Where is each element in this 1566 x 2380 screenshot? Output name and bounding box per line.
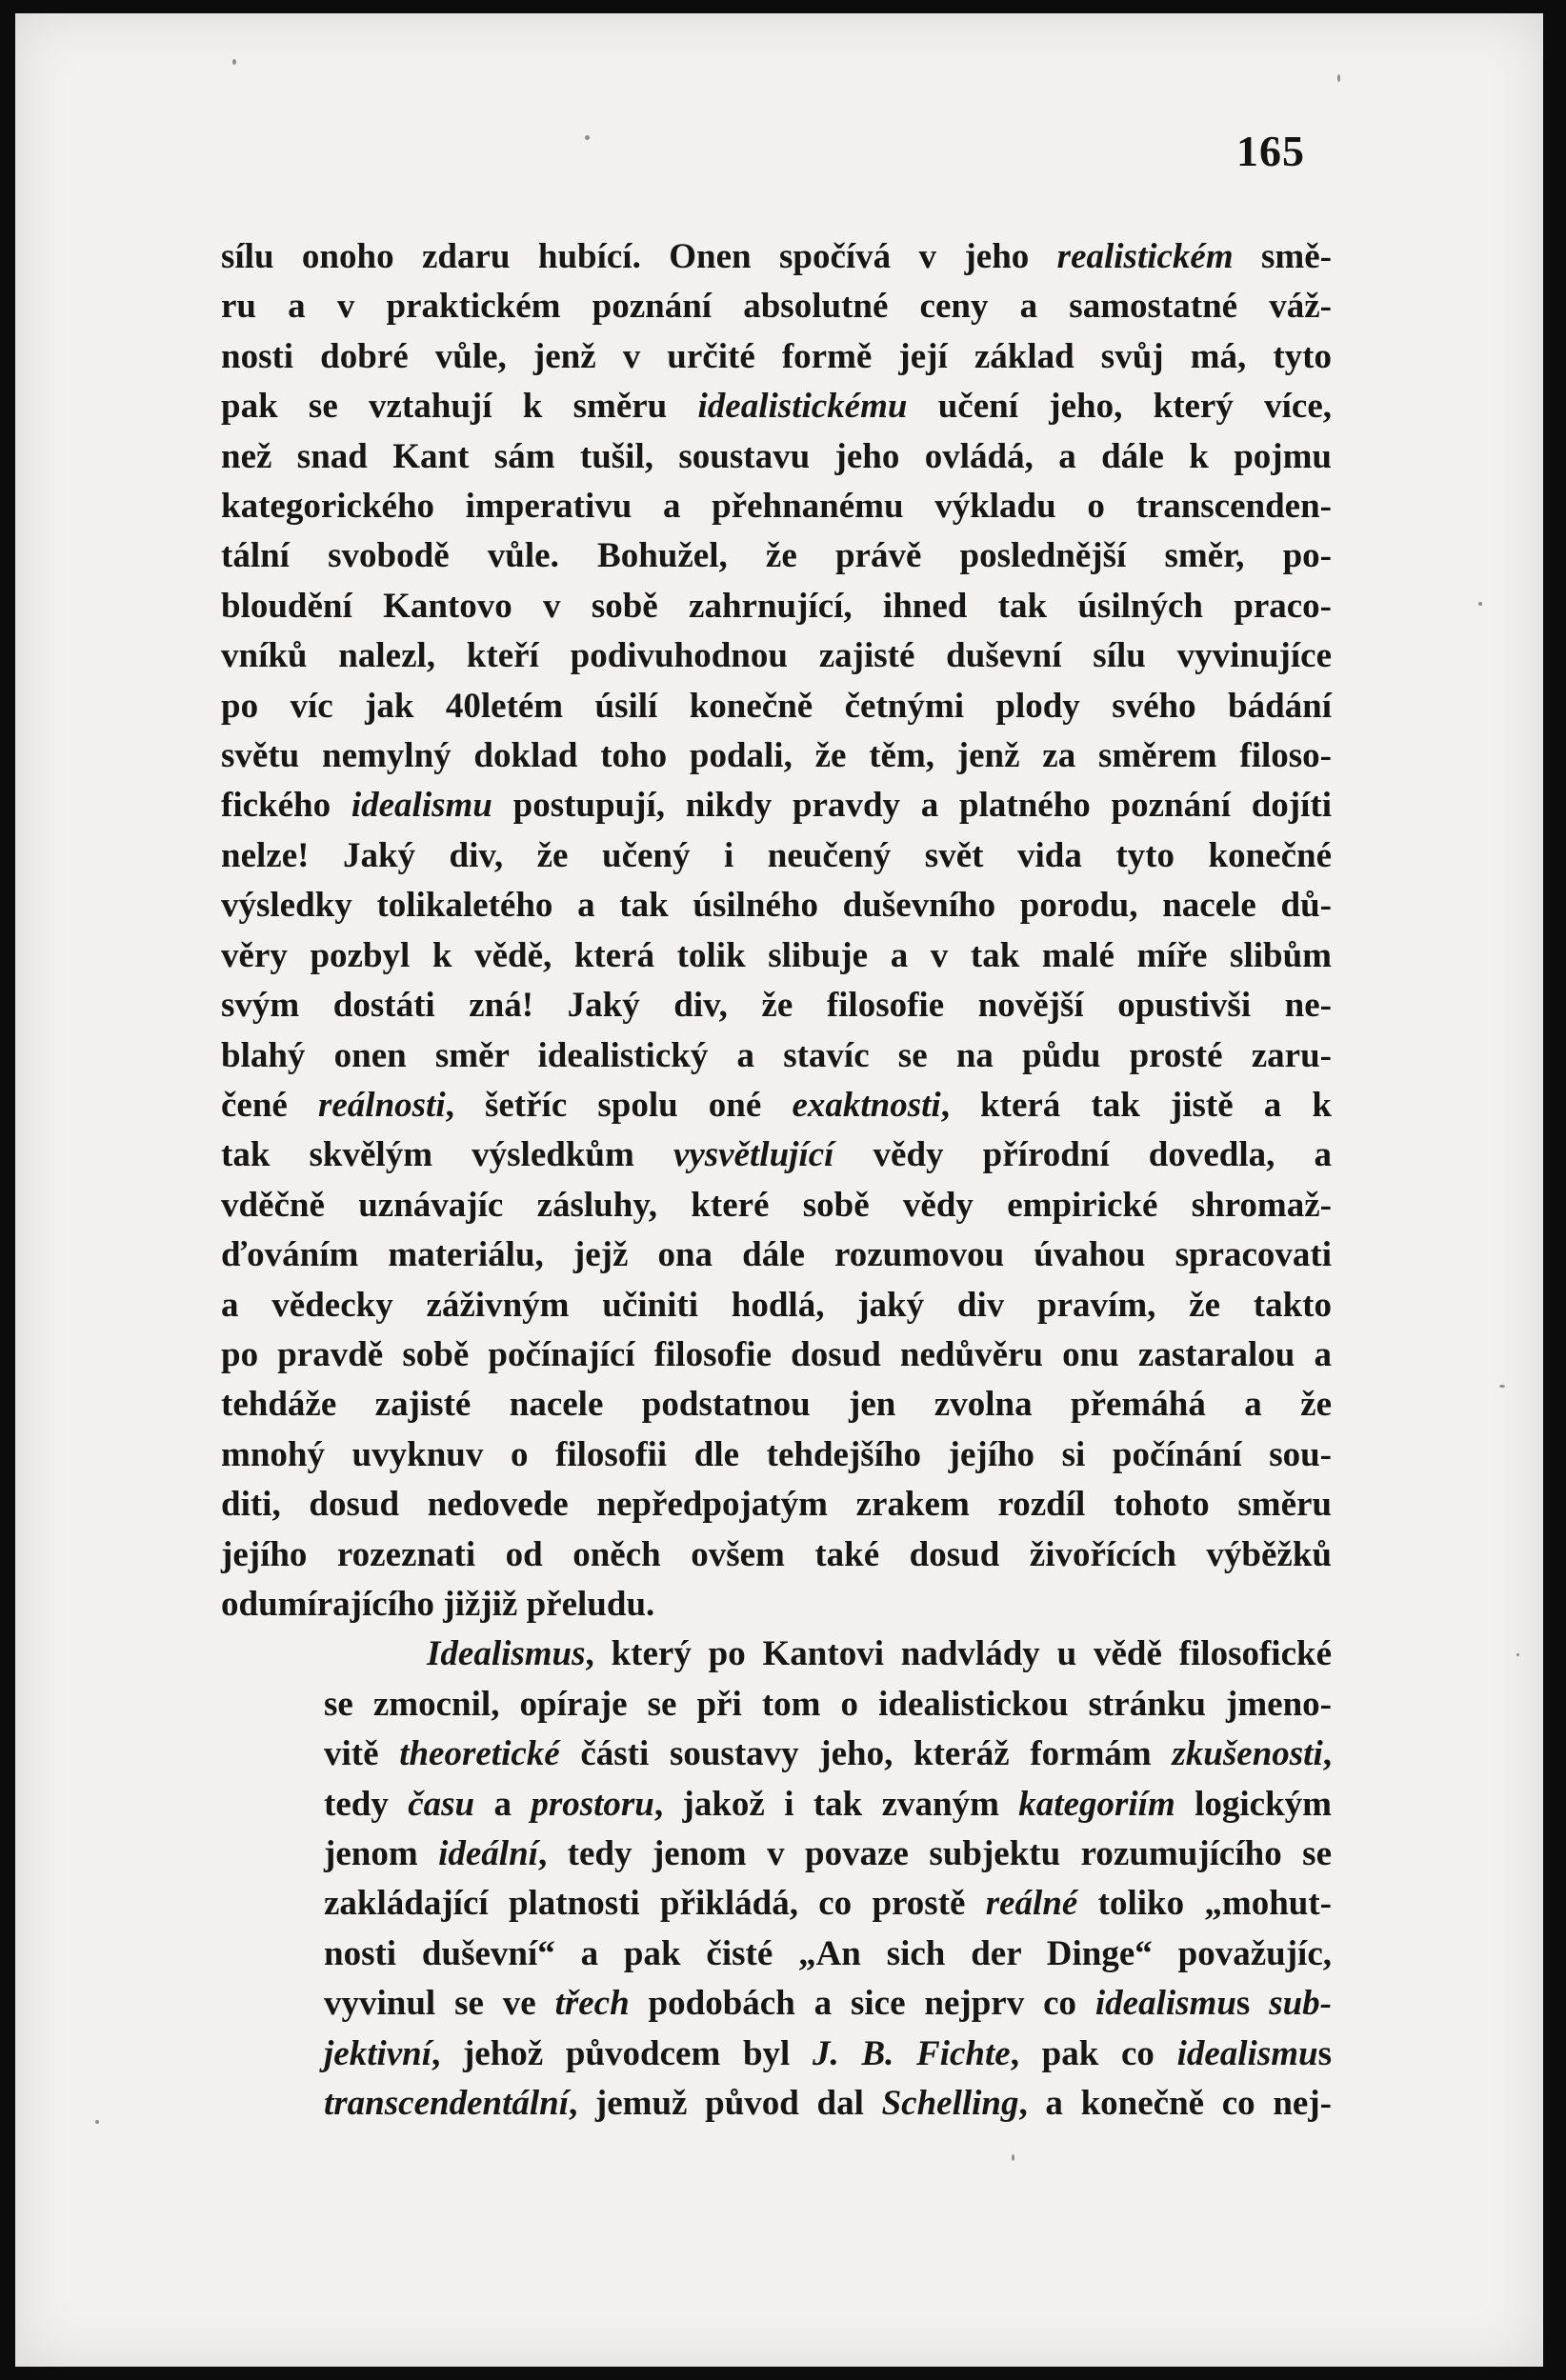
text-line: svým dostáti zná! Jaký div, že filosofie novější opustivši ne- [221,986,1332,1026]
text-line: Idealismus, který po Kantovi nadvlády u vědě filosofické [427,1634,1332,1674]
text-line: věry pozbyl k vědě, která tolik slibuje a v tak malé míře slibům [221,935,1332,975]
italic-term: času [408,1784,475,1824]
text-line: jektivní, jehož původcem byl J. B. Fichte, pak co idealismus [324,2033,1333,2073]
italic-term: sub- [1269,1984,1332,2024]
italic-term: reálné [985,1884,1078,1924]
italic-term: ideální [438,1834,538,1873]
italic-term: Schelling [881,2084,1019,2124]
paragraph [221,232,1332,1630]
italic-term: idealismu [351,786,492,826]
text-line: vitě theoretické části soustavy jeho, kteráž formám zkušenosti, [324,1734,1332,1774]
text-line: a vědecky záživným učiniti hodlá, jaký div pravím, že takto [221,1285,1332,1325]
text-line: jejího rozeznati od oněch ovšem také dosud živořících výběžků [221,1534,1332,1574]
text-line: nosti duševní“ a pak čisté „An sich der Dinge“ považujíc, [324,1933,1332,1973]
text-line: po pravdě sobě počínající filosofie dosud nedůvěru onu zastaralou a [221,1334,1332,1374]
text-line: nosti dobré vůle, jenž v určité formě její základ svůj má, tyto [221,336,1332,376]
italic-term: idealismu [1176,2033,1318,2073]
text-line: výsledky tolikaletého a tak úsilného duševního porodu, nacele dů- [221,886,1332,926]
text-line: tedy času a prostoru, jakož i tak zvaným kategoriím logickým [324,1784,1332,1824]
italic-term: reálnosti [317,1085,446,1125]
book-page [15,13,1543,2367]
text-line: blahý onen směr idealistický a stavíc se na půdu prosté zaru- [221,1035,1332,1075]
scan-speck [232,59,236,65]
text-line: mnohý uvyknuv o filosofii dle tehdejšího jejího si počínání sou- [221,1434,1332,1474]
scan-speck [95,2120,99,2124]
text-line: po víc jak 40letém úsilí konečně četnými plody svého bádání [221,686,1332,726]
italic-term: theoretické [399,1734,560,1774]
italic-term: zkušenosti [1172,1734,1323,1774]
body-text [221,232,1332,2129]
text-line: ru a v praktickém poznání absolutné ceny a samostatné váž- [221,287,1332,327]
italic-term: realistickém [1056,237,1234,276]
italic-term: prostoru [531,1784,654,1824]
text-line: tální svobodě vůle. Bohužel, že právě poslednější směr, po- [221,536,1332,576]
text-line: transcendentální, jemuž původ dal Schelling, a konečně co nej- [324,2084,1332,2124]
text-line: vníků nalezl, kteří podivuhodnou zajisté duševní sílu vyvinujíce [221,636,1332,676]
text-line: vděčně uznávajíc zásluhy, které sobě vědy empirické shromaž- [221,1185,1332,1225]
text-line: nelze! Jaký div, že učený i neučený svět vida tyto konečné [221,835,1332,875]
paragraph [221,1630,1332,2129]
text-line: čené reálnosti, šetříc spolu oné exaktnosti, která tak jistě a k [221,1085,1332,1125]
text-line: než snad Kant sám tušil, soustavu jeho ovládá, a dále k pojmu [221,436,1332,476]
italic-term: kategoriím [1018,1784,1175,1824]
scan-speck [1516,1653,1519,1656]
text-line: se zmocnil, opíraje se při tom o idealistickou stránku jmeno- [324,1684,1332,1724]
text-line: jenom ideální, tedy jenom v povaze subjektu rozumujícího se [324,1834,1332,1873]
scan-speck [1337,74,1340,82]
text-line: zakládající platnosti přikládá, co prostě reálné toliko „mohut- [324,1884,1333,1924]
italic-term: idealistickému [697,387,908,427]
italic-term: jektivní [324,2033,432,2073]
italic-term: Idealismus [427,1634,586,1674]
scan-speck [1012,2154,1014,2161]
scan-speck [1478,602,1482,606]
text-line: odumírajícího jižjiž přeludu. [221,1584,655,1624]
text-line: světu nemylný doklad toho podali, že těm, jenž za směrem filoso- [221,736,1332,776]
scan-speck [585,135,590,140]
italic-term: idealismu [1094,1984,1236,2024]
text-line: sílu onoho zdaru hubící. Onen spočívá v jeho realistickém smě- [221,237,1332,276]
text-line: fického idealismu postupují, nikdy pravdy a platného poznání dojíti [221,786,1332,826]
italic-term: vysvětlující [673,1135,834,1175]
text-line: tak skvělým výsledkům vysvětlující vědy přírodní dovedla, a [221,1135,1333,1175]
scan-speck [1499,1385,1505,1388]
italic-term: transcendentální [324,2084,569,2124]
text-line: ďováním materiálu, jejž ona dále rozumovou úvahou spracovati [221,1235,1332,1275]
text-line: tehdáže zajisté nacele podstatnou jen zvolna přemáhá a že [221,1385,1332,1425]
page-number: 165 [1236,127,1305,175]
text-line: bloudění Kantovo v sobě zahrnující, ihned tak úsilných praco- [221,586,1332,626]
text-line: pak se vztahují k směru idealistickému učení jeho, který více, [221,387,1332,427]
italic-term: třech [554,1984,630,2024]
italic-term: exaktnosti [792,1085,941,1125]
text-line: vyvinul se ve třech podobách a sice nejprv co idealismus sub- [324,1984,1332,2024]
text-line: kategorického imperativu a přehnanému výkladu o transcenden- [221,487,1332,527]
italic-term: J. B. Fichte [813,2033,1011,2073]
text-line: diti, dosud nedovede nepředpojatým zrakem rozdíl tohoto směru [221,1485,1332,1525]
